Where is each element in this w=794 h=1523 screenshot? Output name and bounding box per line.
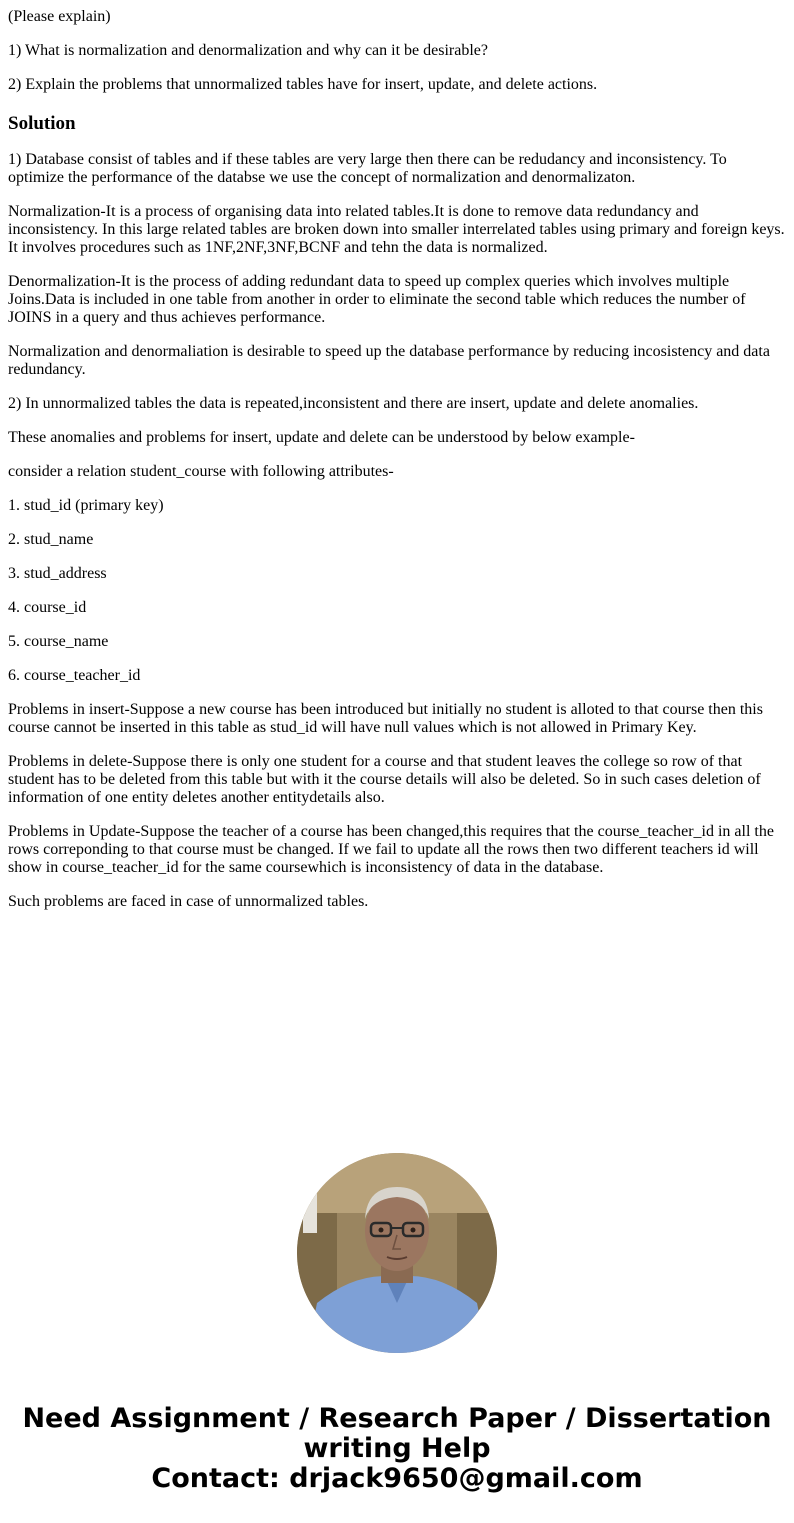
attribute-item: 1. stud_id (primary key) xyxy=(8,497,164,514)
promo-line-help: Need Assignment / Research Paper / Dissertation writing Help xyxy=(22,1403,772,1464)
solution-paragraph: 2) In unnormalized tables the data is repeated,inconsistent and there are insert, update and delete anomalies. xyxy=(8,395,699,412)
solution-paragraph: These anomalies and problems for insert, update and delete can be understood by below example- xyxy=(8,429,635,446)
solution-paragraph: Such problems are faced in case of unnormalized tables. xyxy=(8,893,369,910)
question-2: 2) Explain the problems that unnormalized tables have for insert, update, and delete actions. xyxy=(8,76,598,93)
solution-paragraph: Denormalization-It is the process of adding redundant data to speed up complex queries which involves multiple Joins.Data is included in one table from another in order to eliminate the second table which reduces the number of JOINS in a query and thus achieves performance. xyxy=(8,273,746,326)
attribute-item: 3. stud_address xyxy=(8,565,107,582)
attribute-item: 5. course_name xyxy=(8,633,109,650)
author-avatar xyxy=(297,1153,497,1353)
promo-banner xyxy=(0,1404,794,1494)
solution-paragraph: Problems in delete-Suppose there is only one student for a course and that student leaves the college so row of that student has to be deleted from this table but with it the course details will also be deleted. So in such cases deletion of information of one entity deletes another entitydetails also. xyxy=(8,753,761,806)
author-portrait-image xyxy=(297,1153,497,1353)
solution-paragraph: 1) Database consist of tables and if these tables are very large then there can be redudancy and inconsistency. To optimize the performance of the databse we use the concept of normalization and denormalizaton. xyxy=(8,151,727,186)
solution-paragraph: Normalization and denormaliation is desirable to speed up the database performance by reducing incosistency and data redundancy. xyxy=(8,343,770,378)
question-intro: (Please explain) xyxy=(8,8,111,25)
solution-paragraph: Problems in insert-Suppose a new course has been introduced but initially no student is alloted to that course then this course cannot be inserted in this table as stud_id will have null values which is not allowed in Primary Key. xyxy=(8,701,763,736)
promo-line-contact: Contact: drjack9650@gmail.com xyxy=(151,1463,643,1494)
solution-paragraph: Normalization-It is a process of organising data into related tables.It is done to remove data redundancy and inconsistency. In this large related tables are broken down into smaller interrelated tables using primary and foreign keys. It involves procedures such as 1NF,2NF,3NF,BCNF and tehn the data is normalized. xyxy=(8,203,785,256)
solution-paragraph: consider a relation student_course with following attributes- xyxy=(8,463,394,480)
attribute-item: 2. stud_name xyxy=(8,531,94,548)
document-body xyxy=(8,8,786,927)
question-1: 1) What is normalization and denormalization and why can it be desirable? xyxy=(8,42,488,59)
attribute-item: 6. course_teacher_id xyxy=(8,667,141,684)
solution-heading: Solution xyxy=(8,113,76,134)
attribute-item: 4. course_id xyxy=(8,599,87,616)
solution-paragraph: Problems in Update-Suppose the teacher of a course has been changed,this requires that the course_teacher_id in all the rows correponding to that course must be changed. If we fail to update all the rows then two different teachers id will show in course_teacher_id for the same coursewhich is inconsistency of data in the database. xyxy=(8,823,774,876)
